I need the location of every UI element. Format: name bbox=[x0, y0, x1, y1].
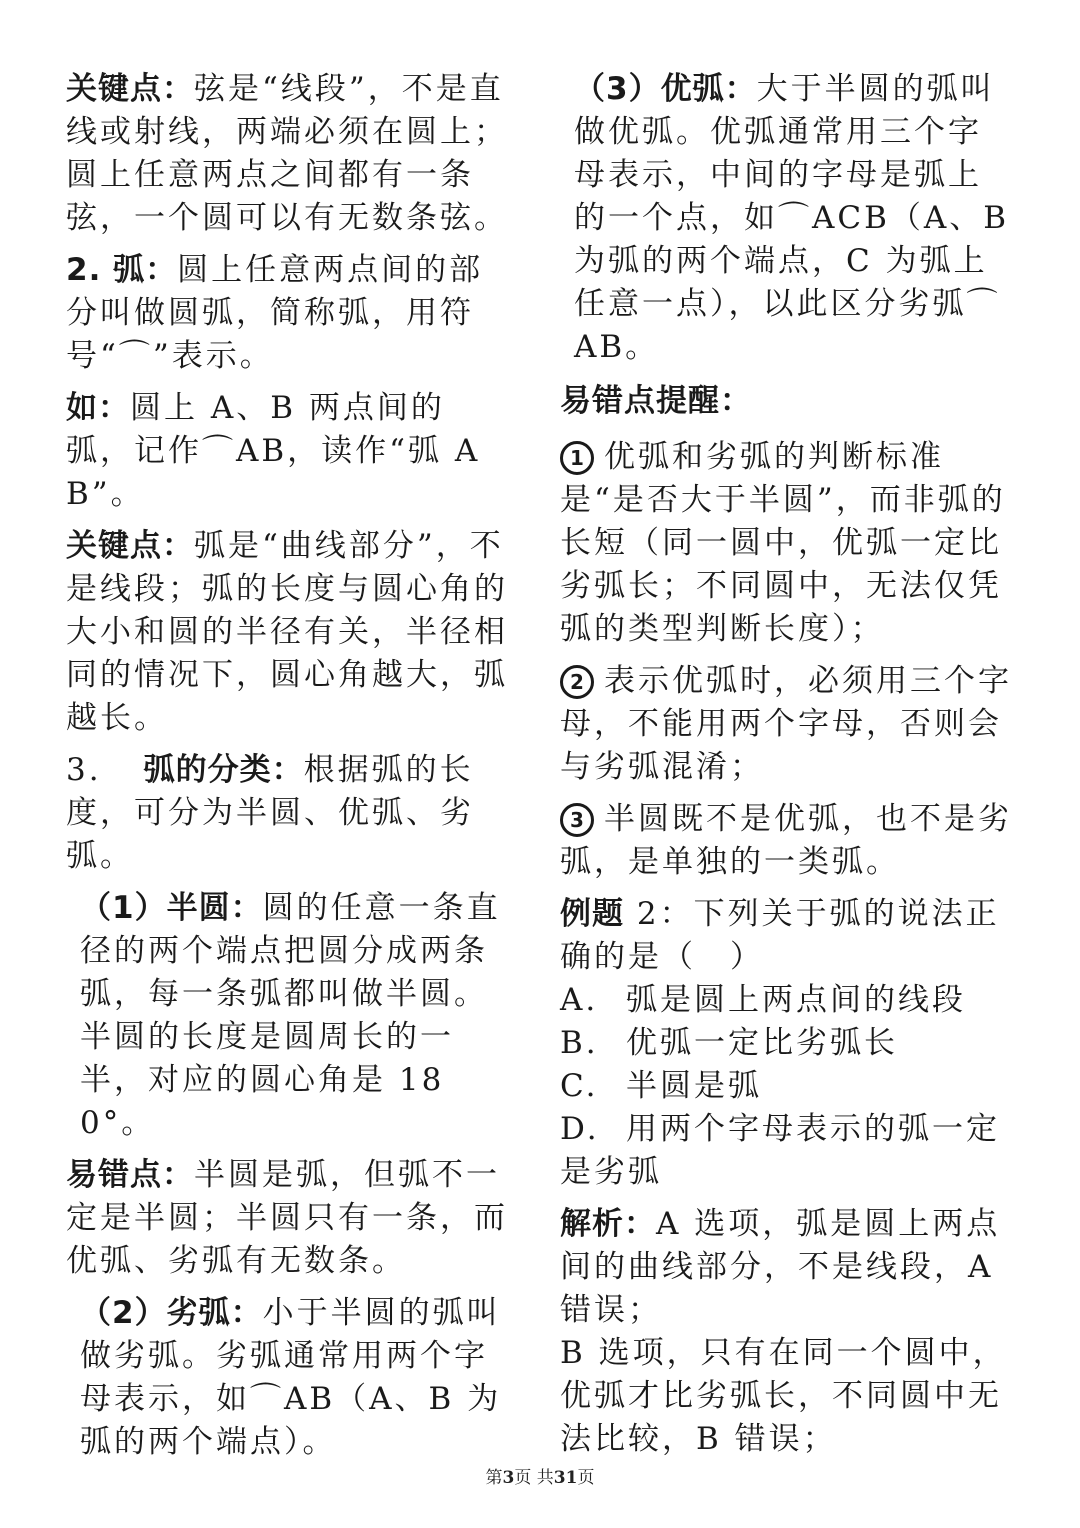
arc-example: 如：圆上 A、B 两点间的弧，记作⌒AB，读作“弧 AB”。 bbox=[66, 390, 481, 512]
option-a: A. 弧是圆上两点间的线段 bbox=[560, 982, 966, 1018]
circled-number-2-icon: 2 bbox=[560, 665, 594, 699]
option-d: D. 用两个字母表示的弧一定是劣弧 bbox=[560, 1111, 1000, 1190]
major-arc-definition: （3）优弧：大于半圆的弧叫做优弧。优弧通常用三个字母表示，中间的字母是弧上的一个点，如⌒ACB（A、B 为弧的两个端点，C 为弧上任意一点），以此区分劣弧⌒AB。 bbox=[574, 71, 1010, 365]
chord-key-point: 关键点：弦是“线段”，不是直线或射线，两端必须在圆上；圆上任意两点之间都有一条弦，一个圆可以有无数条弦。 bbox=[66, 71, 508, 236]
current-page-number: 3 bbox=[502, 1468, 515, 1488]
left-column bbox=[66, 68, 512, 1473]
example-question: 例题 2：下列关于弧的说法正确的是（ ） bbox=[560, 896, 1000, 975]
analysis-a: 解析：A 选项，弧是圆上两点间的曲线部分，不是线段，A 错误； bbox=[560, 1206, 1001, 1328]
arc-classification: 3. 弧的分类：根据弧的长度，可分为半圆、优弧、劣弧。 bbox=[66, 752, 474, 874]
arc-definition: 2. 弧：圆上任意两点间的部分叫做圆弧，简称弧，用符号“⌒”表示。 bbox=[66, 252, 484, 374]
pitfall-tip-2: 2 表示优弧时，必须用三个字母，不能用两个字母，否则会与劣弧混淆； bbox=[560, 663, 1012, 785]
minor-arc-definition: （2）劣弧：小于半圆的弧叫做劣弧。劣弧通常用两个字母表示，如⌒AB（A、B 为弧的两个端点）。 bbox=[80, 1295, 502, 1460]
semicircle-definition: （1）半圆：圆的任意一条直径的两个端点把圆分成两条弧，每一条弧都叫做半圆。半圆的长度是圆周长的一半，对应的圆心角是 180°。 bbox=[80, 890, 501, 1141]
semicircle-pitfall: 易错点：半圆是弧，但弧不一定是半圆；半圆只有一条，而优弧、劣弧有无数条。 bbox=[66, 1157, 508, 1279]
page-footer: 第3页 共31页 bbox=[485, 1468, 595, 1488]
total-page-count: 31 bbox=[553, 1468, 578, 1488]
analysis-b: B 选项，只有在同一个圆中，优弧才比劣弧长，不同圆中无法比较，B 错误； bbox=[560, 1335, 1007, 1457]
pitfall-tip-3: 3 半圆既不是优弧，也不是劣弧，是单独的一类弧。 bbox=[560, 801, 1012, 880]
pitfall-tip-1: 1 优弧和劣弧的判断标准是“是否大于半圆”，而非弧的长短（同一圆中，优弧一定比劣弧长；不同圆中，无法仅凭弧的类型判断长度）； bbox=[560, 439, 1006, 647]
circled-number-1-icon: 1 bbox=[560, 441, 594, 475]
circled-number-3-icon: 3 bbox=[560, 803, 594, 837]
right-column bbox=[560, 68, 1012, 1470]
arc-key-point: 关键点：弧是“曲线部分”，不是线段；弧的长度与圆心角的大小和圆的半径有关，半径相同的情况下，圆心角越大，弧越长。 bbox=[66, 528, 508, 736]
pitfall-heading: 易错点提醒： bbox=[560, 383, 752, 419]
option-b: B. 优弧一定比劣弧长 bbox=[560, 1025, 898, 1061]
option-c: C. 半圆是弧 bbox=[560, 1068, 762, 1104]
